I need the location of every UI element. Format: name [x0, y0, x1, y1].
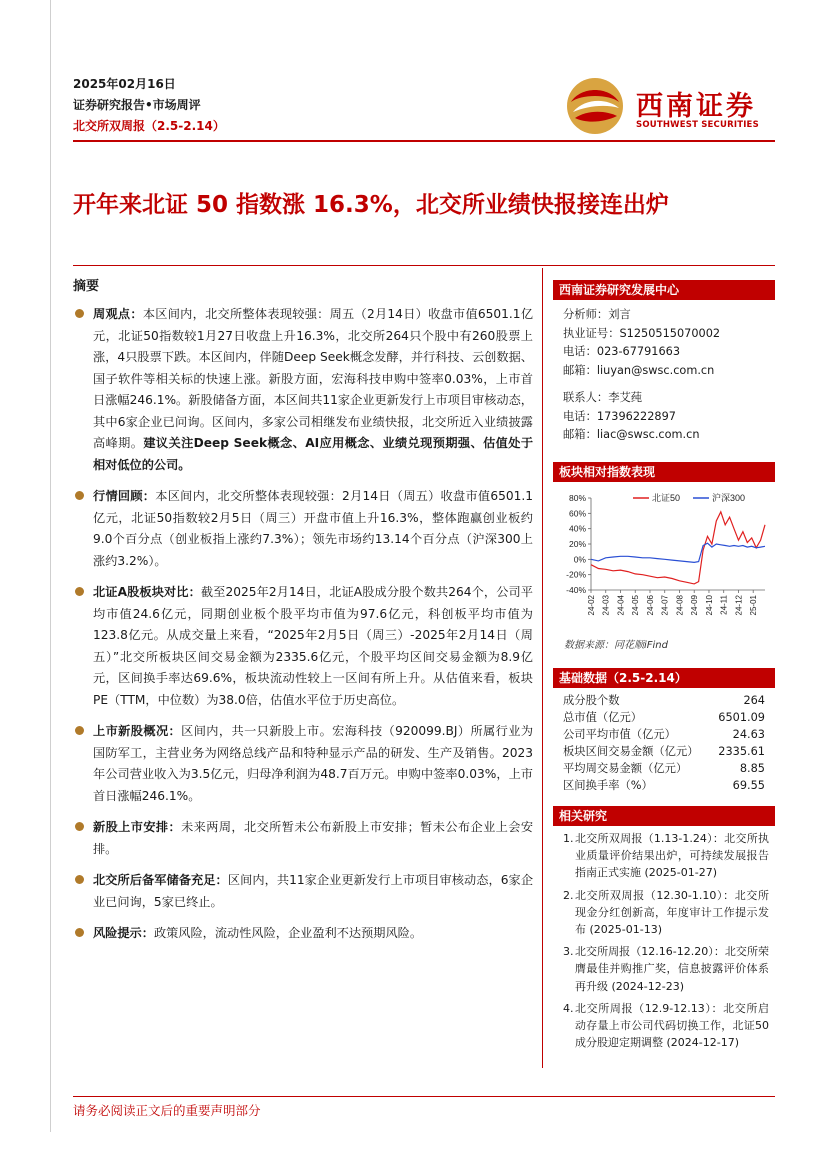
basic-data-row [553, 777, 775, 794]
analyst-license: 执业证号：S1250515070002 [563, 326, 721, 340]
basic-data-row [553, 760, 775, 777]
related-research-item[interactable] [563, 887, 769, 939]
x-tick-label: 24-08 [675, 595, 685, 616]
basic-data-value: 24.63 [732, 728, 765, 741]
report-type: 证券研究报告•市场周评 [73, 98, 201, 112]
chart-section-heading: 板块相对指数表现 [553, 462, 775, 482]
basic-data-value: 8.85 [739, 762, 765, 775]
abstract-item [73, 304, 533, 476]
related-research-item[interactable] [563, 830, 769, 882]
research-center-heading: 西南证券研究发展中心 [553, 280, 775, 300]
bullet-dot-icon [75, 822, 84, 831]
x-tick-label: 25-01 [749, 595, 759, 616]
bullet-dot-icon [75, 875, 84, 884]
x-tick-label: 24-02 [587, 595, 596, 616]
abstract-item [73, 721, 533, 807]
analyst-phone: 电话：023-67791663 [563, 345, 681, 358]
abstract-item-lead: 风险提示： [93, 926, 154, 940]
series-line-hs300 [591, 543, 765, 562]
relative-index-chart [553, 488, 775, 632]
abstract-item [73, 870, 533, 913]
report-series: 北交所双周报（2.5-2.14） [73, 119, 225, 133]
x-tick-label: 24-03 [601, 595, 611, 616]
analyst-name: 分析师：刘言 [563, 308, 631, 321]
basic-data-value: 69.55 [732, 779, 765, 792]
basic-data-label: 平均周交易金额（亿元） [563, 762, 688, 775]
page-title: 开年来北证 50 指数涨 16.3%，北交所业绩快报接连出炉 [73, 192, 669, 218]
x-tick-label: 24-07 [660, 595, 670, 616]
footer-divider [73, 1096, 775, 1097]
analyst-info [553, 300, 775, 445]
basic-data-panel [553, 668, 775, 794]
abstract-item-lead: 周观点： [93, 307, 143, 321]
abstract-item [73, 486, 533, 572]
abstract-item-lead: 北交所后备军储备充足： [93, 873, 228, 887]
column-divider [542, 268, 543, 1068]
y-tick-label: 60% [568, 508, 586, 519]
y-tick-label: 40% [568, 523, 586, 534]
basic-data-heading: 基础数据（2.5-2.14） [553, 668, 775, 688]
abstract-item-lead: 新股上市安排： [93, 820, 182, 834]
related-item-text: 北交所周报（12.16-12.20）：北交所荣膺最佳并购推广奖，信息披露评价体系再升级 (2024-12-23) [575, 945, 769, 993]
related-item-number: 2. [563, 888, 574, 902]
logo-en-text: SOUTHWEST SECURITIES [636, 120, 759, 130]
logo-mark-icon [565, 76, 625, 136]
bullet-dot-icon [75, 726, 84, 735]
chart-section [553, 462, 775, 482]
x-tick-label: 24-09 [690, 595, 700, 616]
report-date: 2025年02月16日 [73, 77, 176, 91]
y-tick-label: 80% [568, 493, 586, 503]
bullet-dot-icon [75, 309, 84, 318]
x-tick-label: 24-12 [734, 595, 744, 616]
abstract-list [73, 304, 533, 955]
related-research-item[interactable] [563, 943, 769, 995]
basic-data-label: 公司平均市值（亿元） [563, 728, 676, 741]
basic-data-value: 264 [743, 694, 765, 707]
basic-data-label: 区间换手率（%） [563, 779, 653, 792]
related-item-text: 北交所周报（12.9-12.13）：北交所启动存量上市公司代码切换工作，北证50成分股迎定期调整 (2024-12-17) [575, 1001, 769, 1050]
basic-data-row [553, 726, 775, 743]
related-item-text: 北交所双周报（1.13-1.24）：北交所执业质量评价结果出炉，可持续发展报告指南正式实施 (2025-01-27) [575, 832, 769, 880]
contact-name: 联系人：李艾莼 [563, 391, 643, 404]
bullet-dot-icon [75, 491, 84, 500]
abstract-item-text: 政策风险，流动性风险，企业盈利不达预期风险。 [153, 926, 423, 940]
header-divider [73, 140, 775, 142]
basic-data-row [553, 709, 775, 726]
abstract-item [73, 817, 533, 860]
company-logo [565, 76, 775, 136]
series-line-bz50 [591, 512, 765, 584]
x-tick-label: 24-05 [631, 595, 641, 616]
y-tick-label: -20% [566, 569, 586, 580]
abstract-item-lead: 北证A股板块对比： [93, 585, 201, 599]
abstract-item-text: 本区间内，北交所整体表现较强：2月14日（周五）收盘市值6501.1亿元，北证50指数较2月5日（周三）开盘市值上升16.3%，整体跑赢创业板约9.0个百分点（创业板指上涨约7.3%）；领先市场约13.14个百分点（沪深300上涨约3.2%）。 [93, 489, 534, 568]
related-item-text: 北交所双周报（12.30-1.10）：北交所现金分红创新高，年度审计工作提示发布 (2025-01-13) [575, 888, 769, 937]
basic-data-value: 2335.61 [718, 745, 765, 758]
related-item-number: 4. [563, 1001, 574, 1015]
abstract-item-emphasis: 建议关注Deep Seek概念、AI应用概念、业绩兑现预期强、估值处于相对低位的公司。 [93, 436, 534, 472]
related-item-number: 3. [563, 945, 574, 959]
x-tick-label: 24-04 [616, 595, 626, 616]
contact-email[interactable]: 邮箱：liac@swsc.com.cn [563, 428, 700, 441]
basic-data-table [553, 692, 775, 794]
basic-data-row [553, 743, 775, 760]
y-tick-label: 20% [568, 539, 586, 549]
basic-data-label: 成分股个数 [563, 694, 620, 707]
related-research-item[interactable] [563, 1000, 769, 1052]
legend-label: 北证50 [652, 493, 681, 503]
report-header [73, 74, 225, 137]
left-margin-rule [50, 0, 51, 1132]
logo-cn-text: 西南证券 [636, 91, 756, 122]
related-research-panel [553, 806, 775, 1056]
abstract-item-text: 截至2025年2月14日，北证A股成分股个数共264个，公司平均市值24.6亿元，同期创业板个股平均市值为97.6亿元，科创板平均市值为123.8亿元。从成交量上来看，“2025年2月5日（周三）-2025年2月14日（周五）”北交所板块区间交易金额为2335.6亿元，个股平均区间交易金额为8.9亿元，区间换手率达69.6%，板块流动性较上一区间有所上升。从估值来看，板块PE（TTM，中位数）为38.0倍，估值水平位于历史高位。 [93, 585, 533, 707]
basic-data-row [553, 692, 775, 709]
bullet-dot-icon [75, 587, 84, 596]
y-tick-label: -40% [566, 585, 586, 595]
abstract-item-text: 区间内，共一只新股上市。宏海科技（920099.BJ）所属行业为国防军工，主营业务为网络总线产品和特种显示产品的研发、生产及销售。2023年公司营业收入为3.5亿元，归母净利润为48.7百万元。申购中签率0.03%，上市首日涨幅246.1%。 [93, 724, 534, 803]
abstract-item [73, 923, 533, 945]
abstract-heading: 摘要 [73, 279, 100, 294]
x-tick-label: 24-10 [704, 595, 714, 616]
section-divider [73, 265, 775, 266]
legend-label: 沪深300 [712, 493, 746, 503]
bullet-dot-icon [75, 928, 84, 937]
footer-notice: 请务必阅读正文后的重要声明部分 [73, 1103, 261, 1118]
x-tick-label: 24-06 [645, 595, 655, 616]
contact-phone: 电话：17396222897 [563, 409, 676, 423]
abstract-item-text: 本区间内，北交所整体表现较强：周五（2月14日）收盘市值6501.1亿元，北证50指数较1月27日收盘上升16.3%，北交所264只个股中有260股票上涨，4只股票下跌。本区间内，伴随Deep Seek概念发酵，并行科技、云创数据、国子软件等相关标的快速上涨。新股方面，宏海科技申购中签率0.03%，上市首日涨幅246.1%。新股储备方面，本区间共11家企业更新发行上市项目审核动态，其中6家企业已问询。区间内，多家公司相继发布业绩快报，北交所近入业绩披露高峰期。 [93, 307, 534, 450]
related-research-list [553, 826, 775, 1051]
analyst-email[interactable]: 邮箱：liuyan@swsc.com.cn [563, 363, 715, 377]
x-tick-label: 24-11 [719, 595, 729, 615]
basic-data-label: 板块区间交易金额（亿元） [563, 745, 699, 758]
research-center-panel [553, 280, 775, 445]
related-research-heading: 相关研究 [553, 806, 775, 826]
abstract-item [73, 582, 533, 711]
chart-source: 数据来源：同花顺iFind [564, 640, 668, 651]
abstract-item-text: 未来两周，北交所暂未公布新股上市安排；暂未公布企业上会安排。 [93, 820, 534, 856]
y-tick-label: 0% [573, 554, 586, 565]
abstract-item-lead: 上市新股概况： [93, 724, 182, 738]
basic-data-value: 6501.09 [718, 711, 765, 724]
related-item-number: 1. [563, 832, 574, 845]
abstract-item-text: 区间内，共11家企业更新发行上市项目审核动态，6家企业已问询，5家已终止。 [93, 873, 534, 909]
basic-data-label: 总市值（亿元） [563, 711, 643, 724]
abstract-item-lead: 行情回顾： [93, 489, 156, 503]
